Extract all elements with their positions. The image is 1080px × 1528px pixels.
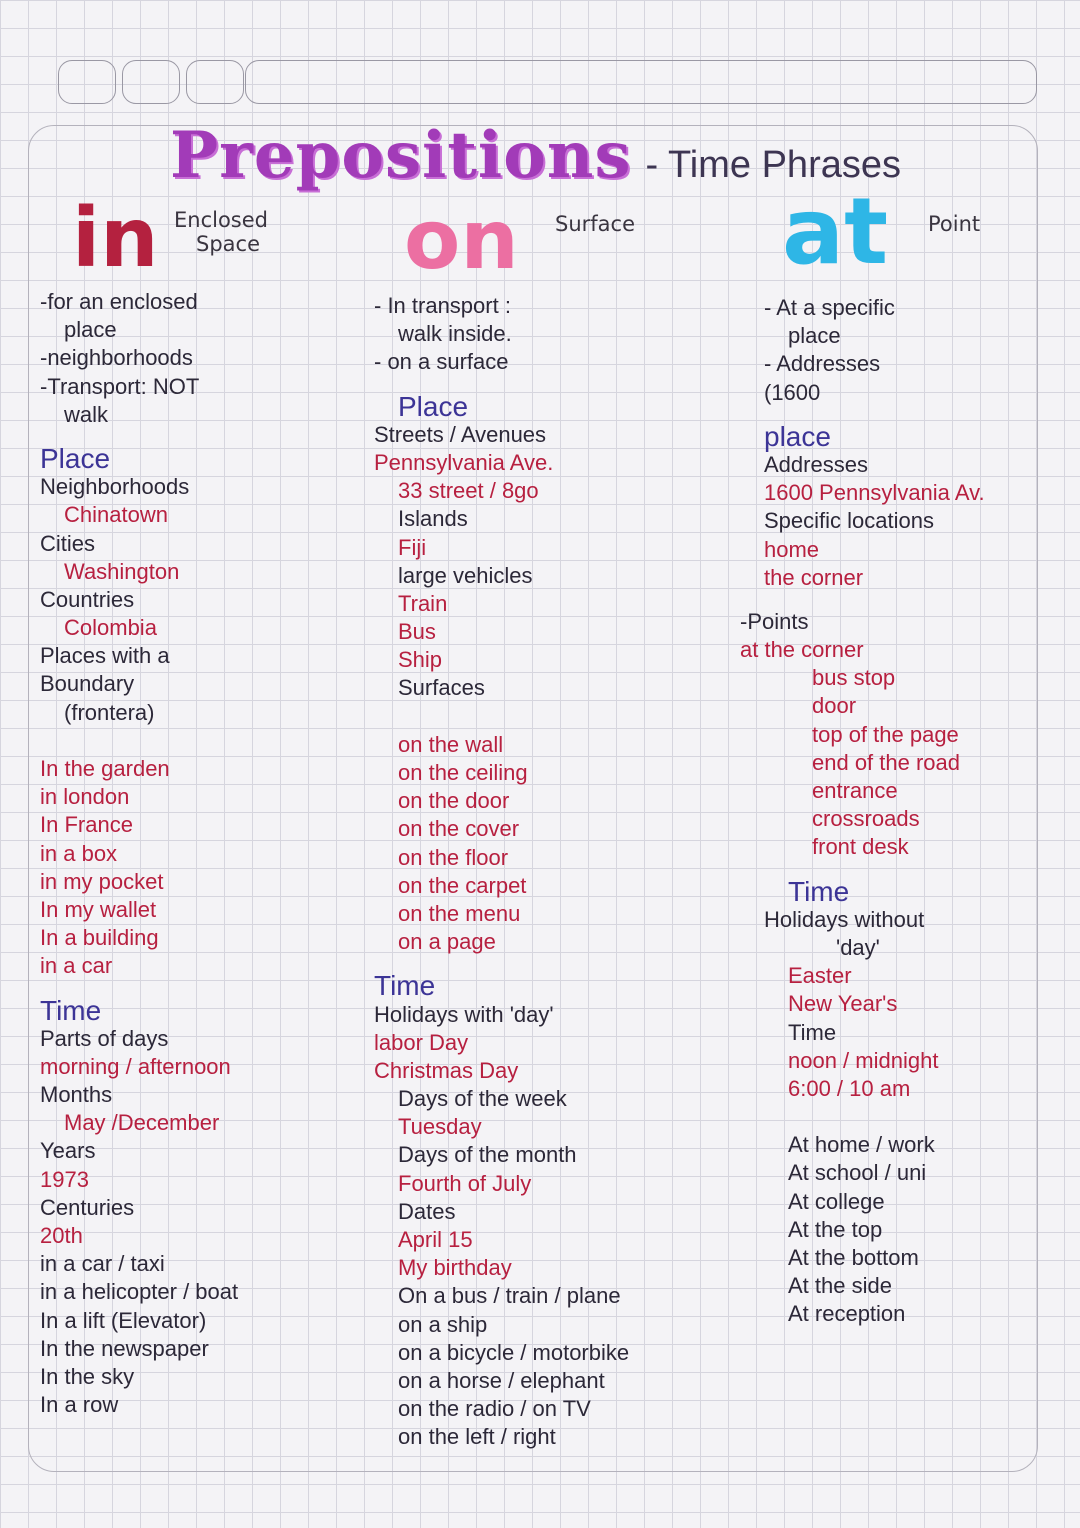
- in-line: May /December: [64, 1110, 220, 1136]
- at-line: 6:00 / 10 am: [788, 1075, 911, 1101]
- in-line: In a row: [40, 1392, 119, 1418]
- in-line: place: [64, 317, 117, 343]
- on-line: April 15: [398, 1227, 473, 1252]
- on-line: on the floor: [398, 844, 509, 870]
- at-line: At the bottom: [788, 1245, 919, 1270]
- at-line: - Addresses: [764, 351, 881, 377]
- at-line: Addresses: [764, 451, 868, 477]
- at-line: At home / work: [788, 1132, 935, 1158]
- on-line: On a bus / train / plane: [398, 1283, 621, 1309]
- in-line: in a car / taxi: [40, 1251, 165, 1277]
- at-line: Holidays without: [764, 906, 925, 932]
- at-line: At reception: [788, 1301, 906, 1327]
- on-line: 33 street / 8go: [398, 478, 539, 504]
- on-note: [555, 212, 635, 236]
- in-line: in my pocket: [40, 868, 164, 894]
- on-line: on the carpet: [398, 872, 527, 898]
- on-line: Days of the month: [398, 1142, 577, 1168]
- header-boxes: [58, 60, 244, 104]
- on-line: Bus: [398, 619, 436, 645]
- on-line: large vehicles: [398, 562, 533, 588]
- on-column: [374, 292, 629, 1452]
- in-line: Colombia: [64, 615, 157, 641]
- at-line: -Points: [740, 608, 809, 634]
- in-note-line: Space: [196, 232, 260, 256]
- at-line: Time: [788, 875, 850, 907]
- in-heading: in: [72, 191, 159, 286]
- header-box-1: [58, 60, 116, 104]
- in-line: In the sky: [40, 1363, 135, 1389]
- header-bar: [245, 60, 1037, 104]
- on-line: Place: [398, 390, 469, 422]
- page-title: Prepositions: [170, 118, 632, 193]
- in-line: Places with a: [40, 643, 170, 669]
- in-line: Chinatown: [64, 502, 168, 528]
- on-line: Streets / Avenues: [374, 421, 547, 447]
- on-line: on a horse / elephant: [398, 1367, 605, 1393]
- in-line: morning / afternoon: [40, 1053, 231, 1079]
- on-line: on the radio / on TV: [398, 1396, 591, 1422]
- on-line: Dates: [398, 1198, 456, 1224]
- on-line: on a ship: [398, 1311, 488, 1337]
- at-line: entrance: [812, 778, 898, 803]
- at-line: At school / uni: [788, 1160, 927, 1186]
- at-line: At college: [788, 1188, 885, 1214]
- at-line: noon / midnight: [788, 1047, 939, 1073]
- in-line: -neighborhoods: [40, 345, 193, 371]
- at-line: top of the page: [812, 721, 959, 747]
- at-line: - At a specific: [764, 295, 895, 320]
- header-box-2: [122, 60, 180, 104]
- in-line: 20th: [40, 1223, 83, 1248]
- in-line: -Transport: NOT: [40, 373, 200, 399]
- at-line: [740, 1103, 985, 1131]
- in-line: 1973: [40, 1166, 89, 1192]
- in-line: -for an enclosed: [40, 289, 198, 314]
- in-line: in a helicopter / boat: [40, 1279, 239, 1305]
- on-line: Pennsylvania Ave.: [374, 449, 554, 475]
- in-line: in a box: [40, 840, 118, 866]
- on-line: on a page: [398, 929, 496, 955]
- at-line: front desk: [812, 834, 909, 860]
- at-line: at the corner: [740, 637, 864, 663]
- at-line: door: [812, 693, 857, 719]
- in-line: In a lift (Elevator): [40, 1307, 207, 1333]
- in-line: Years: [40, 1138, 96, 1164]
- header-box-3: [186, 60, 244, 104]
- on-line: Fiji: [398, 534, 427, 560]
- on-line: Ship: [398, 647, 443, 673]
- on-line: on the ceiling: [398, 760, 528, 785]
- on-line: Surfaces: [398, 675, 485, 701]
- in-line: Months: [40, 1082, 113, 1108]
- in-line: In a building: [40, 925, 159, 951]
- on-line: on the left / right: [398, 1424, 556, 1450]
- at-column: [740, 294, 985, 1329]
- in-note: [174, 208, 268, 256]
- on-line: - In transport :: [374, 293, 511, 318]
- on-line: walk inside.: [398, 321, 512, 347]
- at-line: home: [764, 536, 820, 562]
- at-line: crossroads: [812, 806, 920, 832]
- at-line: place: [764, 420, 831, 452]
- in-line: Neighborhoods: [40, 474, 190, 500]
- on-line: Train: [398, 590, 448, 616]
- at-line: Time: [788, 1019, 837, 1045]
- on-line: [374, 703, 629, 731]
- in-line: [40, 727, 238, 755]
- in-line: Parts of days: [40, 1025, 169, 1051]
- on-line: - on a surface: [374, 349, 509, 375]
- on-line: labor Day: [374, 1029, 469, 1055]
- in-line: (frontera): [64, 699, 155, 725]
- on-line: on the menu: [398, 900, 521, 926]
- in-line: Washington: [64, 558, 180, 584]
- at-note: [928, 212, 980, 236]
- at-line: 'day': [836, 934, 880, 960]
- in-line: in a car: [40, 953, 113, 979]
- on-line: on the door: [398, 788, 510, 814]
- in-line: Cities: [40, 530, 96, 556]
- in-line: walk: [64, 401, 109, 427]
- page-subtitle: - Time Phrases: [645, 144, 901, 186]
- at-line: place: [788, 323, 841, 349]
- on-line: on the wall: [398, 731, 504, 757]
- in-line: In the garden: [40, 756, 170, 781]
- in-line: in london: [40, 784, 130, 810]
- on-line: Holidays with 'day': [374, 1001, 554, 1027]
- in-note-line: Enclosed: [174, 208, 268, 232]
- at-note-line: Point: [928, 212, 981, 236]
- in-line: Centuries: [40, 1194, 135, 1220]
- at-line: At the side: [788, 1273, 892, 1299]
- on-line: on the cover: [398, 816, 520, 842]
- on-line: Time: [374, 970, 436, 1002]
- on-heading: on: [404, 193, 519, 288]
- on-line: on a bicycle / motorbike: [398, 1339, 630, 1365]
- in-line: Boundary: [40, 671, 135, 697]
- at-line: bus stop: [812, 665, 896, 691]
- at-line: [740, 862, 985, 878]
- in-line: In the newspaper: [40, 1335, 209, 1361]
- in-column: [40, 288, 238, 1419]
- at-line: (1600: [764, 379, 821, 405]
- at-heading: at: [782, 178, 889, 285]
- at-line: [740, 592, 985, 608]
- at-line: At the top: [788, 1216, 883, 1242]
- on-line: Tuesday: [398, 1114, 482, 1140]
- on-line: Christmas Day: [374, 1057, 519, 1083]
- at-line: Specific locations: [764, 508, 934, 534]
- in-line: Place: [40, 442, 111, 474]
- on-line: Fourth of July: [398, 1170, 532, 1196]
- at-line: the corner: [764, 564, 864, 590]
- on-line: Days of the week: [398, 1086, 567, 1112]
- at-line: end of the road: [812, 749, 961, 775]
- on-line: My birthday: [398, 1255, 512, 1281]
- in-line: In France: [40, 812, 133, 838]
- on-note-line: Surface: [555, 212, 636, 236]
- in-line: Countries: [40, 586, 135, 612]
- at-line: 1600 Pennsylvania Av.: [764, 480, 985, 506]
- in-line: Time: [40, 994, 102, 1026]
- at-line: Easter: [788, 963, 852, 989]
- at-line: New Year's: [788, 991, 898, 1017]
- in-line: In my wallet: [40, 896, 157, 922]
- on-line: Islands: [398, 506, 468, 532]
